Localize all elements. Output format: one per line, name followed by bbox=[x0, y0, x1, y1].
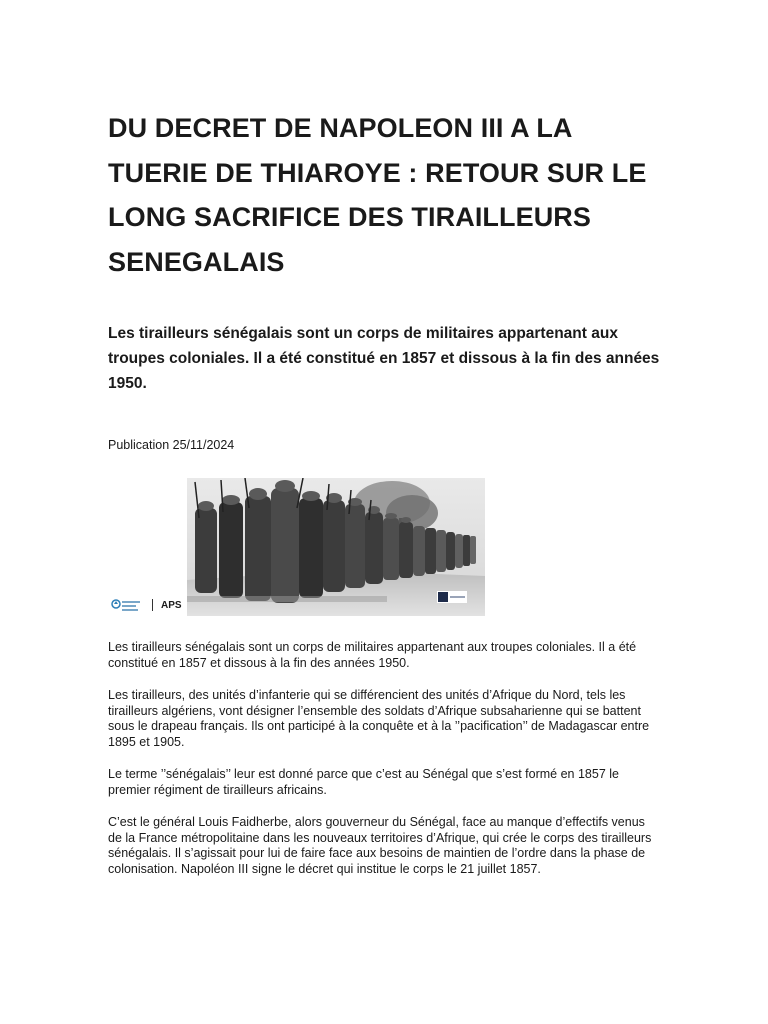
publication-date: Publication 25/11/2024 bbox=[108, 438, 235, 452]
article-photo bbox=[187, 478, 485, 616]
body-paragraph: Les tirailleurs sénégalais sont un corps de militaires appartenant aux troupes coloniales. Il a été constitué en 1857 et dissous à la fin des années 1950. bbox=[108, 640, 637, 670]
article-lead: Les tirailleurs sénégalais sont un corps de militaires appartenant aux troupes coloniales. Il a été constitué en 1857 et dissous à la fin des années 1950. bbox=[108, 325, 660, 392]
article-body bbox=[108, 640, 660, 894]
credit-agency: APS bbox=[161, 599, 182, 611]
article-title: DU DECRET DE NAPOLEON III A LA TUERIE DE THIAROYE : RETOUR SUR LE LONG SACRIFICE DES TIRAILLEURS SENEGALAIS bbox=[108, 113, 647, 277]
photo-badge-icon bbox=[437, 591, 467, 603]
photo-credits bbox=[110, 597, 182, 613]
body-paragraph: C’est le général Louis Faidherbe, alors gouverneur du Sénégal, face au manque d’effectifs venus de la France métropolitaine dans les nouveaux territoires d’Afrique, qui crée le corps des tirailleurs sénégalais. Il s’agissait pour lui de faire face aux besoins de maintien de l’ordre dans la phase de colonisation. Napoléon III signe le décret qui institue le corps le 21 juillet 1857. bbox=[108, 815, 652, 876]
soldiers-marching-photo bbox=[187, 478, 485, 616]
credit-divider bbox=[152, 599, 153, 611]
body-paragraph: Le terme ’’sénégalais’’ leur est donné parce que c’est au Sénégal que s’est formé en 1857 le premier régiment de tirailleurs africains. bbox=[108, 767, 619, 797]
agency-logo-icon bbox=[110, 597, 144, 613]
body-paragraph: Les tirailleurs, des unités d’infanterie qui se différencient des unités d’Afrique du Nord, tels les tirailleurs algériens, vont désigner l’ensemble des soldats d’Afrique subsaharienne qui se battent sous le drapeau français. Ils ont participé à la conquête et à la ’’pacification’’ de Madagascar entre 1895 et 1905. bbox=[108, 688, 650, 749]
